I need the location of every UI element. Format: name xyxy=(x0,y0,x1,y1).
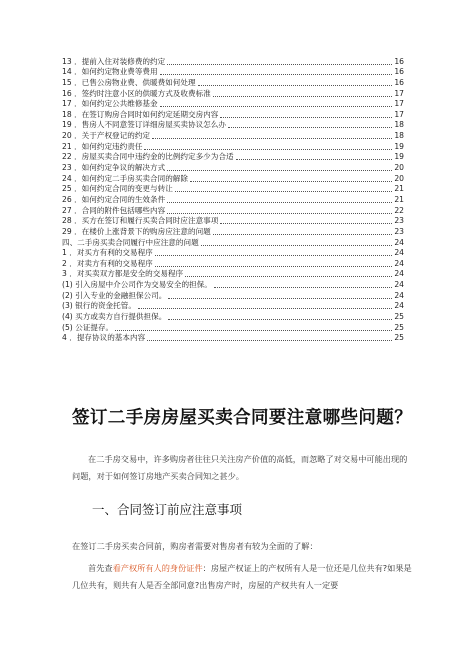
toc-entry[interactable] xyxy=(62,109,404,120)
toc-page-number: 25 xyxy=(394,312,404,322)
toc-entry-title: (1) 引入房屋中介公司作为交易安全的担保。 xyxy=(62,280,212,290)
toc-entry-title: 14 ．如何约定物业费等费用 xyxy=(62,67,158,77)
toc-page-number: 16 xyxy=(394,77,404,87)
toc-page-number: 25 xyxy=(394,333,404,343)
toc-leader-dots xyxy=(167,64,392,65)
toc-entry-title: 24 ．如何约定二手房买卖合同的解除 xyxy=(62,173,188,183)
toc-entry[interactable] xyxy=(62,99,404,110)
toc-entry-title: 21 ．如何约定违约责任 xyxy=(62,141,143,151)
toc-entry[interactable] xyxy=(62,301,404,312)
toc-page-number: 20 xyxy=(394,163,404,173)
toc-leader-dots xyxy=(213,234,393,235)
toc-page-number: 16 xyxy=(394,56,404,66)
toc-leader-dots xyxy=(160,106,393,107)
toc-page-number: 24 xyxy=(394,237,404,247)
toc-entry-title: 1 ．对买方有利的交易程序 xyxy=(62,248,153,258)
toc-page-number: 18 xyxy=(394,120,404,130)
toc-leader-dots xyxy=(167,213,392,214)
toc-entry[interactable] xyxy=(62,248,404,259)
toc-entry[interactable] xyxy=(62,269,404,280)
paragraph-text: ：房屋产权证上的产权所有人是一位还是几位共有?如果是几位共有，则共有人是否全部同意?出售房产时，房屋的产权共有人一定要 xyxy=(72,563,412,590)
toc-page-number: 17 xyxy=(394,99,404,109)
toc-entry-title: 20 ．关于产权登记的约定 xyxy=(62,131,151,141)
toc-entry-title: 四、二手房买卖合同履行中应注意的问题 xyxy=(62,237,199,247)
toc-entry-title: (5) 公证提存。 xyxy=(62,322,114,332)
toc-entry-title: (2) 引入专业的金融担保公司。 xyxy=(62,290,167,300)
paragraph-text: 首先查 xyxy=(88,563,113,573)
toc-leader-dots xyxy=(175,191,393,192)
toc-page-number: 18 xyxy=(394,131,404,141)
section-heading: 一、合同签订前应注意事项 xyxy=(92,502,243,517)
toc-entry[interactable] xyxy=(62,216,404,227)
toc-page-number: 23 xyxy=(394,216,404,226)
toc-entry[interactable] xyxy=(62,130,404,141)
toc-page-number: 21 xyxy=(394,184,404,194)
paragraph: 在签订二手房买卖合同前，购房者需要对售房者有较为全面的了解： xyxy=(72,541,318,551)
toc-leader-dots xyxy=(213,96,393,97)
toc-leader-dots xyxy=(152,138,392,139)
toc-page-number: 20 xyxy=(394,173,404,183)
toc-entry[interactable] xyxy=(62,290,404,301)
toc-leader-dots xyxy=(147,340,392,341)
toc-entry[interactable] xyxy=(62,311,404,322)
highlighted-text: 看产权所有人的身份证件 xyxy=(112,563,203,573)
toc-page-number: 16 xyxy=(394,67,404,77)
toc-entry-title: (3) 银行的资金托管。 xyxy=(62,301,136,311)
toc-page-number: 17 xyxy=(394,109,404,119)
toc-entry[interactable] xyxy=(62,88,404,99)
toc-page-number: 24 xyxy=(394,248,404,258)
toc-entry-title: 26 ．如何约定合同的生效条件 xyxy=(62,194,166,204)
toc-entry[interactable] xyxy=(62,205,404,216)
toc-leader-dots xyxy=(214,287,392,288)
toc-entry-title: 27 ．合同的附件包括哪些内容 xyxy=(62,205,166,215)
toc-page-number: 24 xyxy=(394,301,404,311)
toc-leader-dots xyxy=(228,127,392,128)
toc-entry[interactable] xyxy=(62,194,404,205)
toc-leader-dots xyxy=(138,308,392,309)
toc-entry-title: 29 ．在楼价上涨背景下的购房应注意的问题 xyxy=(62,226,211,236)
toc-entry-title: 17 ．如何约定公共维修基金 xyxy=(62,99,158,109)
toc-leader-dots xyxy=(168,319,392,320)
toc-page-number: 24 xyxy=(394,280,404,290)
toc-entry[interactable] xyxy=(62,120,404,131)
paragraph xyxy=(72,560,412,593)
toc-entry-title: 16 ．签约时注意小区的供暖方式及收费标准 xyxy=(62,88,211,98)
toc-entry-title: (4) 买方或卖方自行提供担保。 xyxy=(62,312,167,322)
toc-entry[interactable] xyxy=(62,258,404,269)
toc-page-number: 23 xyxy=(394,226,404,236)
toc-entry-title: 23 ．如何约定争议的解决方式 xyxy=(62,163,166,173)
toc-entry-title: 3 ．对买卖双方都是安全的交易程序 xyxy=(62,269,184,279)
toc-page-number: 17 xyxy=(394,88,404,98)
toc-leader-dots xyxy=(201,245,393,246)
toc-leader-dots xyxy=(160,74,393,75)
toc-entry[interactable] xyxy=(62,141,404,152)
page-title: 签订二手房房屋买卖合同要注意哪些问题？ xyxy=(72,408,413,428)
toc-entry-title: 2 ．对卖方有利的交易程序 xyxy=(62,258,153,268)
toc-entry-title: 22 ．房屋买卖合同中违约金的比例约定多少为合适 xyxy=(62,152,234,162)
toc-entry[interactable] xyxy=(62,77,404,88)
toc-entry[interactable] xyxy=(62,67,404,78)
toc-entry[interactable] xyxy=(62,56,404,67)
toc-entry-title: 25 ．如何约定合同的变更与转让 xyxy=(62,184,173,194)
toc-entry-title: 15 ．已售公房物业费、供暖费如何处理 xyxy=(62,77,196,87)
toc-page-number: 24 xyxy=(394,258,404,268)
toc-page-number: 21 xyxy=(394,194,404,204)
toc-page-number: 25 xyxy=(394,322,404,332)
toc-entry-title: 13 ．提前入住对装修费的约定 xyxy=(62,56,166,66)
toc-leader-dots xyxy=(185,276,392,277)
toc-entry[interactable] xyxy=(62,333,404,344)
toc-leader-dots xyxy=(144,149,392,150)
toc-entry[interactable] xyxy=(62,184,404,195)
toc-leader-dots xyxy=(167,170,392,171)
toc-page-number: 24 xyxy=(394,290,404,300)
table-of-contents xyxy=(62,56,404,343)
toc-leader-dots xyxy=(236,159,393,160)
toc-entry[interactable] xyxy=(62,173,404,184)
toc-entry[interactable] xyxy=(62,279,404,290)
toc-leader-dots xyxy=(190,181,392,182)
toc-entry[interactable] xyxy=(62,237,404,248)
toc-leader-dots xyxy=(198,85,393,86)
toc-leader-dots xyxy=(155,266,393,267)
toc-entry[interactable] xyxy=(62,322,404,333)
intro-paragraph: 在二手房交易中，许多购房者往往只关注房产价值的高低，而忽略了对交易中可能出现的问题，对于如何签订房地产买卖合同知之甚少。 xyxy=(72,454,408,481)
toc-page-number: 22 xyxy=(394,205,404,215)
toc-entry-title: 19 ．售房人不同意签订详细房屋买卖协议怎么办 xyxy=(62,120,226,130)
toc-leader-dots xyxy=(220,223,392,224)
toc-entry-title: 4 ．提存协议的基本内容 xyxy=(62,333,146,343)
toc-page-number: 24 xyxy=(394,269,404,279)
toc-page-number: 19 xyxy=(394,152,404,162)
toc-entry-title: 18 ．在签订购房合同时如何约定延期交房内容 xyxy=(62,109,219,119)
toc-page-number: 19 xyxy=(394,141,404,151)
toc-entry-title: 28 ．买方在签订和履行买卖合同时应注意事项 xyxy=(62,216,219,226)
toc-leader-dots xyxy=(115,330,392,331)
toc-entry[interactable] xyxy=(62,152,404,163)
toc-entry[interactable] xyxy=(62,226,404,237)
toc-leader-dots xyxy=(220,117,392,118)
toc-leader-dots xyxy=(167,202,392,203)
toc-entry[interactable] xyxy=(62,162,404,173)
toc-leader-dots xyxy=(155,255,393,256)
toc-leader-dots xyxy=(168,298,392,299)
